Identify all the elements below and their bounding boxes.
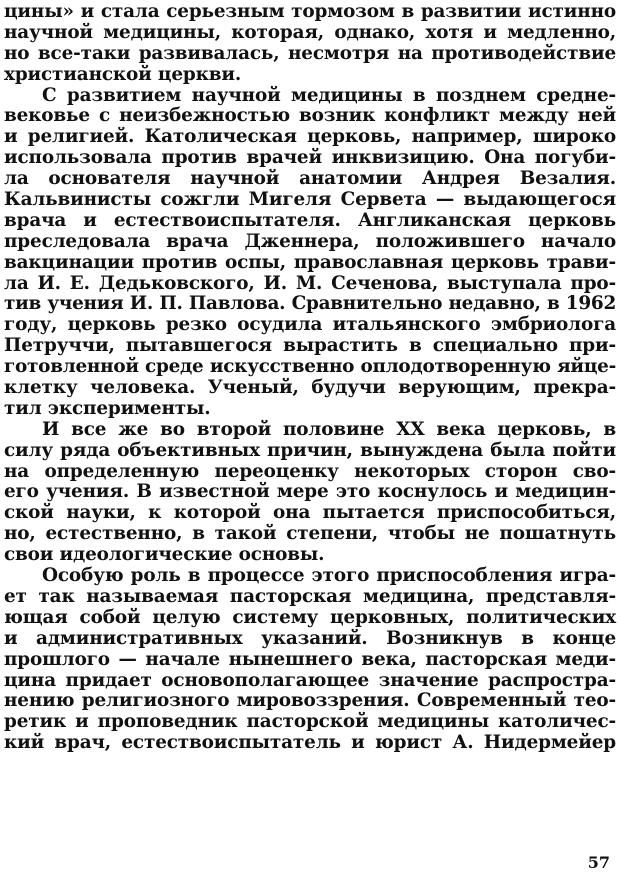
- text-line: ла И. Е. Дедьковского, И. М. Сеченова, выступала про-: [4, 272, 616, 294]
- text-line: преследовала врача Дженнера, положившего начало: [4, 230, 616, 252]
- text-line: на определенную переоценку некоторых сторон сво-: [4, 460, 616, 482]
- text-line: клетку человека. Ученый, будучи верующим, прекра-: [4, 377, 616, 399]
- text-line: Петруччи, пытавшегося вырастить в специально при-: [4, 335, 616, 357]
- text-line: и религией. Католическая церковь, например, широко: [4, 126, 616, 148]
- text-line: но, естественно, в такой степени, чтобы не пошатнуть: [4, 523, 616, 545]
- text-line: свои идеологические основы.: [4, 544, 325, 566]
- text-line: ет так называемая пасторская медицина, представля-: [4, 585, 616, 607]
- text-line: вакцинации против оспы, православная церковь трави-: [4, 251, 616, 273]
- text-line: прошлого — начале нынешнего века, пасторская меди-: [4, 648, 616, 670]
- text-line: но все-таки развивалась, несмотря на противодействие: [4, 42, 616, 64]
- text-line: цины» и стала серьезным тормозом в развитии истинно: [4, 1, 616, 22]
- text-line: Кальвинисты сожгли Мигеля Сервета — выдающегося: [4, 189, 616, 211]
- text-line: ющая собой целую систему церковных, политических: [4, 606, 616, 628]
- text-line: Особую роль в процессе этого приспособления игра-: [42, 565, 616, 587]
- text-line: его учения. В известной мере это коснулось и медицин-: [4, 481, 616, 503]
- page-number: 57: [587, 853, 610, 872]
- text-line: ретик и проповедник пасторской медицины католичес-: [4, 711, 616, 733]
- text-line: врача и естествоиспытателя. Англиканская церковь: [4, 209, 616, 231]
- text-line: научной медицины, которая, однако, хотя и медленно,: [4, 21, 616, 43]
- text-line: нению религиозного мировоззрения. Современный тео-: [4, 690, 616, 712]
- text-line: ла основателя научной анатомии Андрея Везалия.: [4, 168, 616, 190]
- text-line: С развитием научной медицины в позднем средне-: [42, 84, 616, 106]
- text-line: году, церковь резко осудила итальянского эмбриолога: [4, 314, 616, 336]
- text-line: И все же во второй половине XX века церковь, в: [42, 418, 616, 440]
- text-line: ской науки, к которой она пытается приспособиться,: [4, 502, 616, 524]
- text-line: использовала против врачей инквизицию. Она погуби-: [4, 147, 616, 169]
- text-line: готовленной среде искусственно оплодотворенную яйце-: [4, 356, 616, 378]
- text-line: тил эксперименты.: [4, 397, 211, 419]
- text-line: христианской церкви.: [4, 63, 242, 85]
- text-line: вековье с неизбежностью возник конфликт между ней: [4, 105, 616, 127]
- text-line: кий врач, естествоиспытатель и юрист А. Нидермейер: [4, 732, 616, 754]
- text-line: цина придает основополагающее значение распростра-: [4, 669, 616, 691]
- text-line: и административных указаний. Возникнув в конце: [4, 627, 616, 649]
- body-text: [4, 2, 616, 754]
- text-line: тив учения И. П. Павлова. Сравнительно недавно, в 1962: [4, 293, 616, 315]
- text-line: силу ряда объективных причин, вынуждена была пойти: [4, 439, 616, 461]
